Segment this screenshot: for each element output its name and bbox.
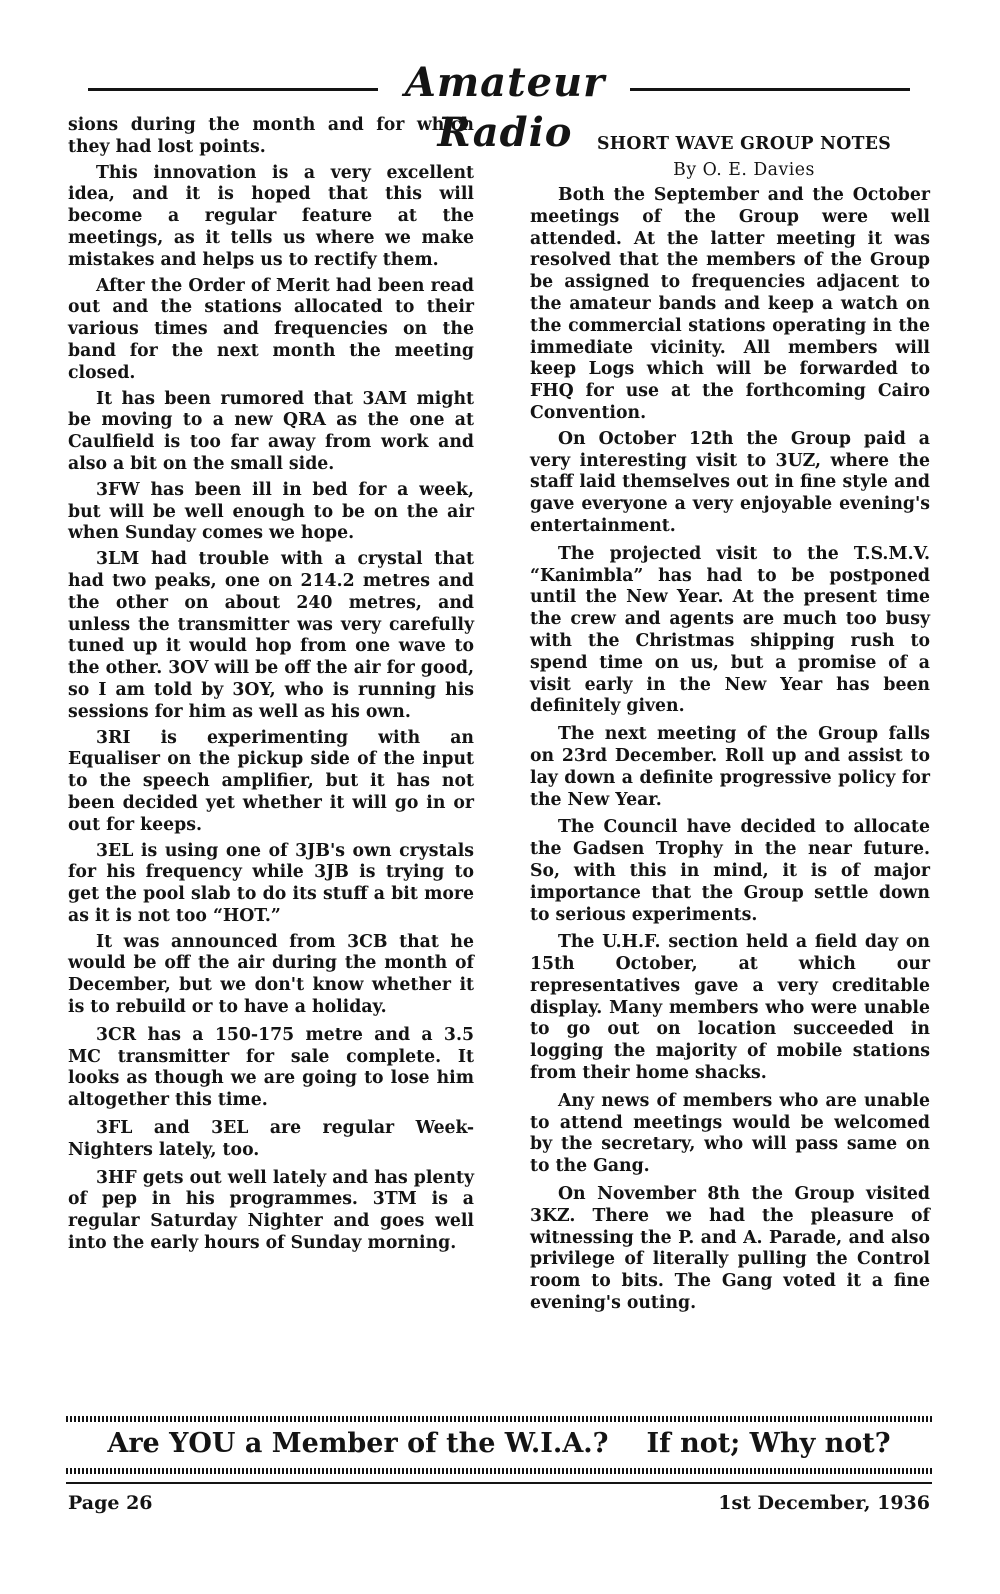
left-paragraph: This innovation is a very excellent idea, and it is hoped that this will become a regular feature at the meetings, as it tells us where we make mistakes and helps us to rectify them. (68, 162, 474, 270)
left-column (68, 115, 474, 1259)
left-paragraph: 3CR has a 150-175 metre and a 3.5 MC transmitter for sale complete. It looks as though we are going to lose him altogether this time. (68, 1024, 474, 1111)
dotted-rule-top (66, 1416, 932, 1422)
masthead-rule-right (630, 88, 910, 91)
byline: By O. E. Davies (673, 160, 815, 180)
left-paragraph: 3EL is using one of 3JB's own crystals for his frequency while 3JB is trying to get the pool slab to do its stuff a bit more as it is not too “HOT.” (68, 840, 474, 926)
section-heading: SHORT WAVE GROUP NOTES (596, 134, 892, 154)
page-number: Page 26 (68, 1492, 153, 1514)
left-paragraph: It has been rumored that 3AM might be moving to a new QRA as the one at Caulfield is too far away from work and also a bit on the small side. (68, 388, 474, 474)
left-paragraph: 3HF gets out well lately and has plenty of pep in his programmes. 3TM is a regular Saturday Nighter and goes well into the early hours of Sunday morning. (68, 1167, 474, 1254)
masthead-title: Amateur Radio (404, 59, 606, 156)
left-paragraph: 3FW has been ill in bed for a week, but will be well enough to be on the air when Sunday comes we hope. (68, 479, 474, 544)
right-paragraph: The projected visit to the T.S.M.V. “Kanimbla” has had to be postponed until the New Year. At the present time the crew and agents are much too busy with the Christmas shipping rush to spend time on us, but a promise of a visit early in the New Year has been definitely given. (530, 543, 930, 717)
footer-rule (66, 1482, 932, 1484)
right-paragraph: The U.H.F. section held a field day on 15th October, at which our representatives gave a very creditable display. Many members who were unable to go out on location succeeded in logging the majority of mobile stations from their home shacks. (530, 932, 930, 1084)
issue-date: 1st December, 1936 (718, 1492, 930, 1514)
dotted-rule-bottom (66, 1468, 932, 1474)
left-paragraph: 3RI is experimenting with an Equaliser on the pickup side of the input to the speech amplifier, but it has not been decided yet whether it will go in or out for keeps. (68, 727, 474, 835)
left-paragraph: It was announced from 3CB that he would be off the air during the month of December, but we don't know whether it is to rebuild or to have a holiday. (68, 931, 474, 1018)
banner-question: Are YOU a Member of the W.I.A.? (107, 1428, 609, 1459)
left-paragraph: After the Order of Merit had been read out and the stations allocated to their various times and frequencies on the band for the next month the meeting closed. (68, 275, 474, 383)
right-column (530, 133, 930, 1319)
right-paragraph: Both the September and the October meetings of the Group were well attended. At the latter meeting it was resolved that the members of the Group be assigned to frequencies adjacent to the amateur bands and keep a watch on the commercial stations operating in the immediate vicinity. All members will keep Logs which will be forwarded to FHQ for use at the forthcoming Cairo Convention. (530, 185, 930, 423)
right-paragraph: The next meeting of the Group falls on 23rd December. Roll up and assist to lay down a definite progressive policy for the New Year. (530, 724, 930, 810)
left-paragraph: 3FL and 3EL are regular Week-Nighters lately, too. (68, 1118, 474, 1160)
left-paragraph: 3LM had trouble with a crystal that had two peaks, one on 214.2 metres and the other on about 240 metres, and unless the transmitter was very carefully tuned up it would hop from one wave to the other. 3OV will be off the air for good, so I am told by 3OY, who is running his sessions for him as well as his own. (68, 549, 474, 722)
right-paragraph: Any news of members who are unable to attend meetings would be welcomed by the secretary, who will pass same on to the Gang. (530, 1090, 930, 1177)
left-paragraph: sions during the month and for which they had lost points. (68, 115, 474, 157)
masthead-rule-left (88, 88, 378, 91)
membership-banner (66, 1424, 932, 1464)
right-paragraph: The Council have decided to allocate the Gadsen Trophy in the near future. So, with this in mind, it is of major importance that the Group settle down to serious experiments. (530, 817, 930, 925)
right-paragraph: On November 8th the Group visited 3KZ. There we had the pleasure of witnessing the P. and A. Parade, and also privilege of literally pulling the Control room to bits. The Gang voted it a fine evening's outing. (530, 1184, 930, 1314)
right-paragraph: On October 12th the Group paid a very interesting visit to 3UZ, where the staff laid themselves out in fine style and gave everyone a very enjoyable evening's entertainment. (530, 428, 930, 536)
banner-followup: If not; Why not? (646, 1428, 891, 1459)
